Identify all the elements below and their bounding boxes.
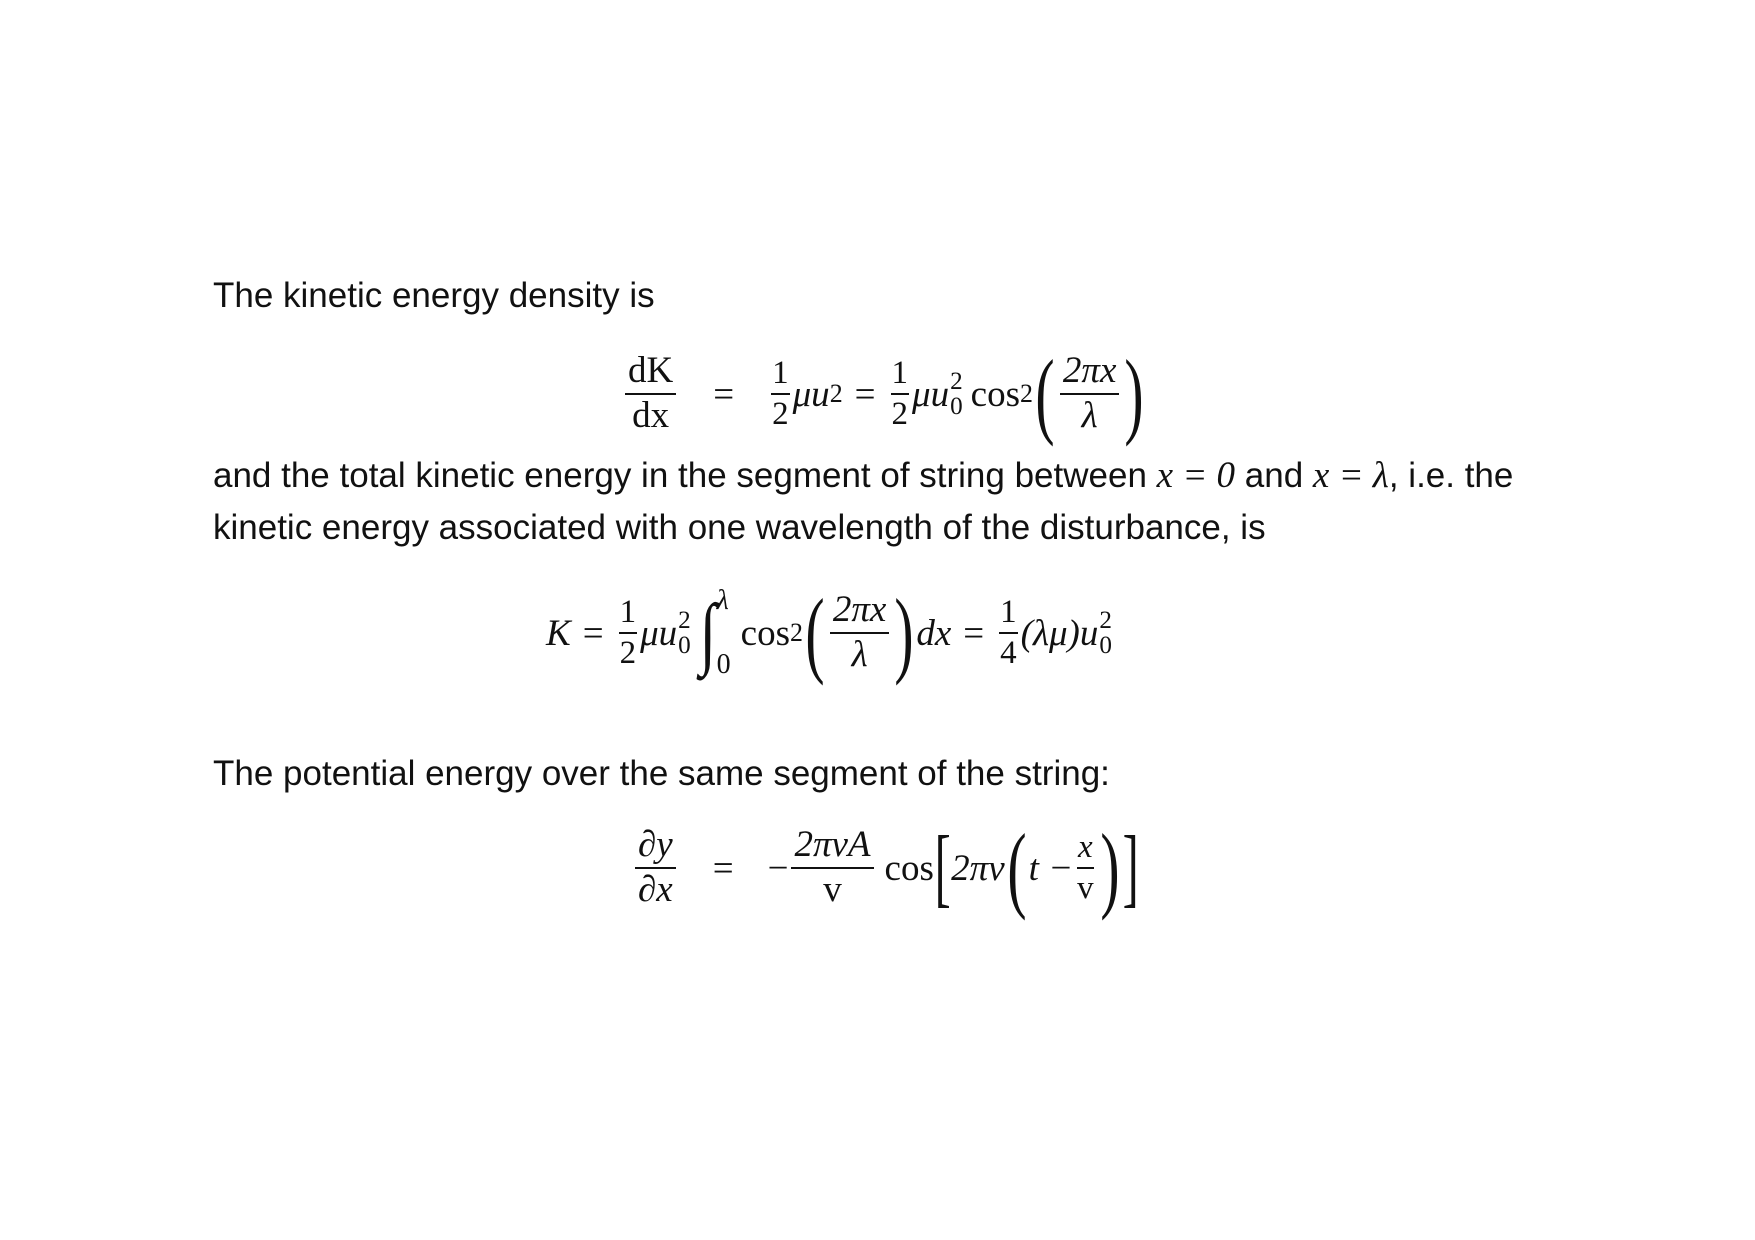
fraction-one-half [771,356,790,431]
mu-u-term: μu [792,373,830,415]
fraction-numerator: 2πx [830,591,889,634]
fraction-2pix-lambda [830,591,889,675]
exponent: 2 [1099,606,1112,634]
text-run: and the total kinetic energy in the segment of string between [213,456,1147,495]
cos-function: cos [884,847,934,889]
fraction-numerator: x [1077,830,1094,869]
fraction-denominator: v [823,869,842,910]
exponent: 2 [950,367,963,395]
equals-sign: = [963,612,985,654]
fraction-numerator: 1 [999,595,1018,634]
fraction-dK-dx [625,352,676,436]
fraction-numerator: 1 [619,595,638,634]
mu-u0-term: μu [912,373,950,415]
cos-function: cos [970,373,1020,415]
subscript: 0 [678,632,691,659]
inline-math-x-eq-lambda: x = λ [1312,455,1389,496]
mu-u0-term: μu [640,612,678,654]
fraction-denominator: ∂x [638,869,673,910]
fraction-denominator: 2 [619,635,637,671]
sub-superscript [1099,608,1112,658]
integral-limits [717,585,731,681]
t-minus: t − [1028,847,1074,889]
fraction-dy-dx [635,826,676,910]
fraction-numerator: 1 [891,356,910,395]
fraction-denominator: λ [851,634,868,675]
subscript: 0 [950,393,963,420]
equation-kinetic-density: $\frac{dK}{dx}$ = $\frac{1}{2}$ μu 2 = $\frac{1}{2}$ μu 2 0 cos 2 ( $\frac{2\pi x}{\lambda}$ ) [622,344,1146,444]
equals-sign: = [713,373,735,415]
equation-total-kinetic: K = $\frac{1}{2}$ μu 2 0 ∫ λ 0 cos 2 ( $\frac{2\pi x}{\lambda}$ ) dx = $\frac{1}{4}$ (λμ)u 2 0 [546,579,1112,686]
equals-sign: = [854,373,876,415]
right-bracket: ] [1122,819,1139,916]
inline-math-x-eq-0: x = 0 [1156,455,1236,496]
fraction-numerator: dK [625,352,676,395]
left-paren: ( [805,579,825,686]
fraction-numerator: 1 [771,356,790,395]
left-bracket: [ [934,819,951,916]
fraction-denominator: λ [1081,395,1098,436]
K-symbol: K [546,612,571,654]
upper-limit: λ [716,585,729,616]
fraction-denominator: 4 [1000,635,1017,671]
fraction-denominator: 2 [772,396,789,432]
text-run: , i.e. the [1388,456,1514,495]
dx-term: dx [916,612,952,654]
fraction-numerator: 2πx [1060,352,1119,395]
fraction-one-quarter [999,595,1018,670]
paragraph-total-kinetic-line2: kinetic energy associated with one wavelength of the disturbance, is [213,508,1266,547]
sub-superscript [950,369,963,419]
right-paren: ) [894,579,914,686]
left-paren: ( [1035,340,1055,447]
subscript: 0 [1099,632,1112,659]
fraction-numerator: 2πνA [791,826,873,869]
sub-superscript [678,608,691,658]
paragraph-total-kinetic [213,450,1513,502]
fraction-2pix-lambda [1060,352,1119,436]
text-run: and [1244,456,1304,495]
left-paren: ( [1007,814,1027,921]
fraction-one-half [619,595,638,670]
fraction-denominator: dx [632,395,670,436]
right-paren: ) [1124,340,1144,447]
fraction-coefficient [791,826,873,910]
equals-sign: = [712,847,734,889]
two-pi-nu: 2πν [951,847,1005,889]
lambda-mu-u-term: (λμ)u [1020,612,1099,654]
minus-sign: − [767,847,789,889]
paragraph-kinetic-density: The kinetic energy density is [213,276,655,315]
fraction-denominator: 2 [891,396,909,432]
fraction-numerator: ∂y [635,826,676,869]
fraction-denominator: v [1077,870,1094,906]
fraction-x-v [1076,830,1095,905]
right-paren: ) [1100,814,1120,921]
lower-limit: 0 [716,649,731,680]
equals-sign: = [582,612,604,654]
cos-function: cos [740,612,790,654]
fraction-one-half [891,356,910,431]
paragraph-potential-energy: The potential energy over the same segment of the string: [213,754,1110,793]
equation-potential-energy [632,814,1139,921]
exponent: 2 [678,606,691,634]
integral-sign: ∫ [699,589,716,677]
